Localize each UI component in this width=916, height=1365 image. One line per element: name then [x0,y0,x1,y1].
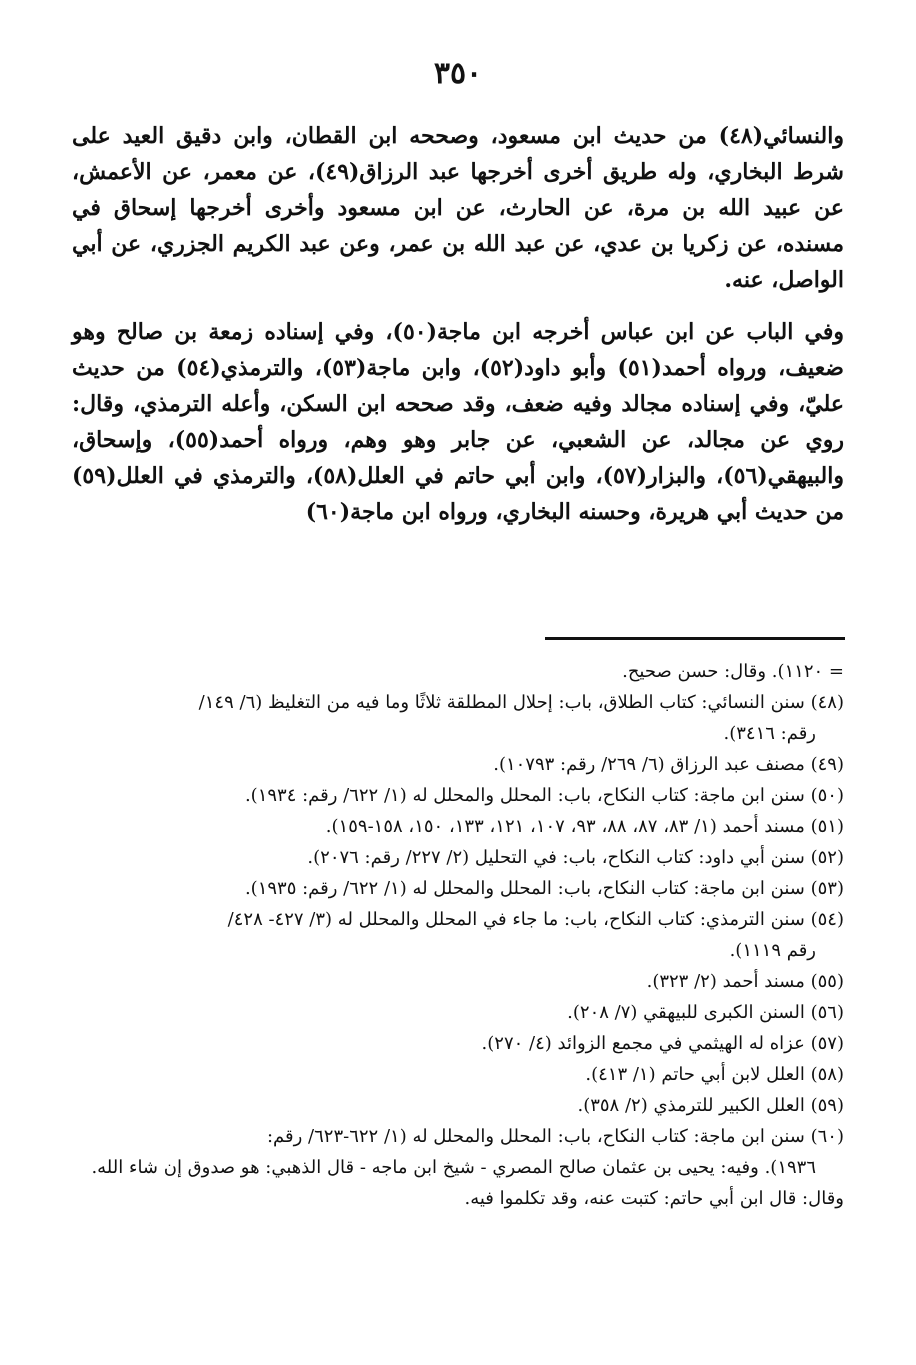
footnote-56 [72,997,844,1028]
footnote-54 [72,904,844,966]
footnote-57 [72,1028,844,1059]
footnote-52 [72,842,844,873]
footnote-text: سنن النسائي: كتاب الطلاق، باب: إحلال المطلقة ثلاثًا وما فيه من التغليظ (٦/ ١٤٩/ [198,692,805,713]
paragraph-1: والنسائي(٤٨) من حديث ابن مسعود، وصححه ابن القطان، وابن دقيق العيد على شرط البخاري، وله طريق أخرى أخرجها عبد الرزاق(٤٩)، عن معمر، عن الأعمش، عن عبيد الله بن مرة، عن الحارث، عن ابن مسعود وأخرى أخرجها إسحاق في مسنده، عن زكريا بن عدي، عن عبد الله بن عمر، وعن عبد الكريم الجزري، عن أبي الواصل، عنه. [72,123,844,293]
footnote-58 [72,1059,844,1090]
footnote-text: مسند أحمد (١/ ٨٣، ٨٧، ٨٨، ٩٣، ١٠٧، ١٢١، ١٣٣، ١٥٠، ١٥٨-١٥٩). [325,816,805,837]
footnote-text-continued: ١٩٣٦). وفيه: يحيى بن عثمان صالح المصري - شيخ ابن ماجه - قال الذهبي: هو صدوق إن شاء الله. وقال: قال ابن أبي حاتم: كتبت عنه، وقد تكلموا فيه. [91,1157,844,1209]
footnote-number: (٥٧) [810,1033,844,1054]
footnote-text: سنن ابن ماجة: كتاب النكاح، باب: المحلل والمحلل له (١/ ٦٢٢-٦٢٣/ رقم: [266,1126,805,1147]
footnote-49 [72,749,844,780]
main-text [72,118,844,530]
footnote-51 [72,811,844,842]
footnote-continuation [72,656,844,687]
footnote-number: = [828,661,844,682]
footnote-text: ١١٢٠). وقال: حسن صحيح. [622,661,824,682]
footnote-text: مسند أحمد (٢/ ٣٢٣). [646,971,805,992]
footnotes [72,656,844,1214]
footnote-number: (٥٤) [810,909,844,930]
footnote-text: عزاه له الهيثمي في مجمع الزوائد (٤/ ٢٧٠). [481,1033,805,1054]
footnote-text: العلل لابن أبي حاتم (١/ ٤١٣). [585,1064,805,1085]
footnote-number: (٥٥) [810,971,844,992]
footnote-53 [72,873,844,904]
footnote-number: (٥٩) [810,1095,844,1116]
footnote-number: (٥١) [810,816,844,837]
footnote-55 [72,966,844,997]
footnote-text: سنن ابن ماجة: كتاب النكاح، باب: المحلل والمحلل له (١/ ٦٢٢/ رقم: ١٩٣٥). [244,878,805,899]
footnote-number: (٦٠) [810,1126,844,1147]
footnote-number: (٥٠) [810,785,844,806]
footnote-48 [72,687,844,749]
footnote-text: السنن الكبرى للبيهقي (٧/ ٢٠٨). [567,1002,805,1023]
footnote-number: (٥٢) [810,847,844,868]
footnote-number: (٤٩) [810,754,844,775]
footnote-separator [545,637,845,640]
footnote-text-continued: رقم: ٣٤١٦). [723,723,816,744]
footnote-number: (٥٣) [810,878,844,899]
footnote-text: سنن الترمذي: كتاب النكاح، باب: ما جاء في المحلل والمحلل له (٣/ ٤٢٧- ٤٢٨/ [227,909,805,930]
page-number: ٣٥٠ [433,56,483,91]
footnote-text-continued: رقم ١١١٩). [729,940,816,961]
footnote-text: سنن ابن ماجة: كتاب النكاح، باب: المحلل والمحلل له (١/ ٦٢٢/ رقم: ١٩٣٤). [244,785,805,806]
paragraph-2: وفي الباب عن ابن عباس أخرجه ابن ماجة(٥٠)، وفي إسناده زمعة بن صالح وهو ضعيف، ورواه أحمد(٥١) وأبو داود(٥٢)، وابن ماجة(٥٣)، والترمذي(٥٤) من حديث عليّ، وفي إسناده مجالد وفيه ضعف، وقد صححه ابن السكن، وأعله الترمذي، وقال: روي عن مجالد، عن الشعبي، عن جابر وهو وهم، ورواه أحمد(٥٥)، وإسحاق، والبيهقي(٥٦)، والبزار(٥٧)، وابن أبي حاتم في العلل(٥٨)، والترمذي في العلل(٥٩) من حديث أبي هريرة، وحسنه البخاري، ورواه ابن ماجة(٦٠) [72,319,845,525]
footnote-number: (٥٦) [810,1002,844,1023]
footnote-text: مصنف عبد الرزاق (٦/ ٢٦٩/ رقم: ١٠٧٩٣). [493,754,805,775]
footnote-59 [72,1090,844,1121]
footnote-60 [72,1121,844,1214]
footnote-text: العلل الكبير للترمذي (٢/ ٣٥٨). [577,1095,805,1116]
footnote-number: (٤٨) [810,692,844,713]
footnote-50 [72,780,844,811]
footnote-number: (٥٨) [810,1064,844,1085]
footnote-text: سنن أبي داود: كتاب النكاح، باب: في التحليل (٢/ ٢٢٧/ رقم: ٢٠٧٦). [307,847,805,868]
